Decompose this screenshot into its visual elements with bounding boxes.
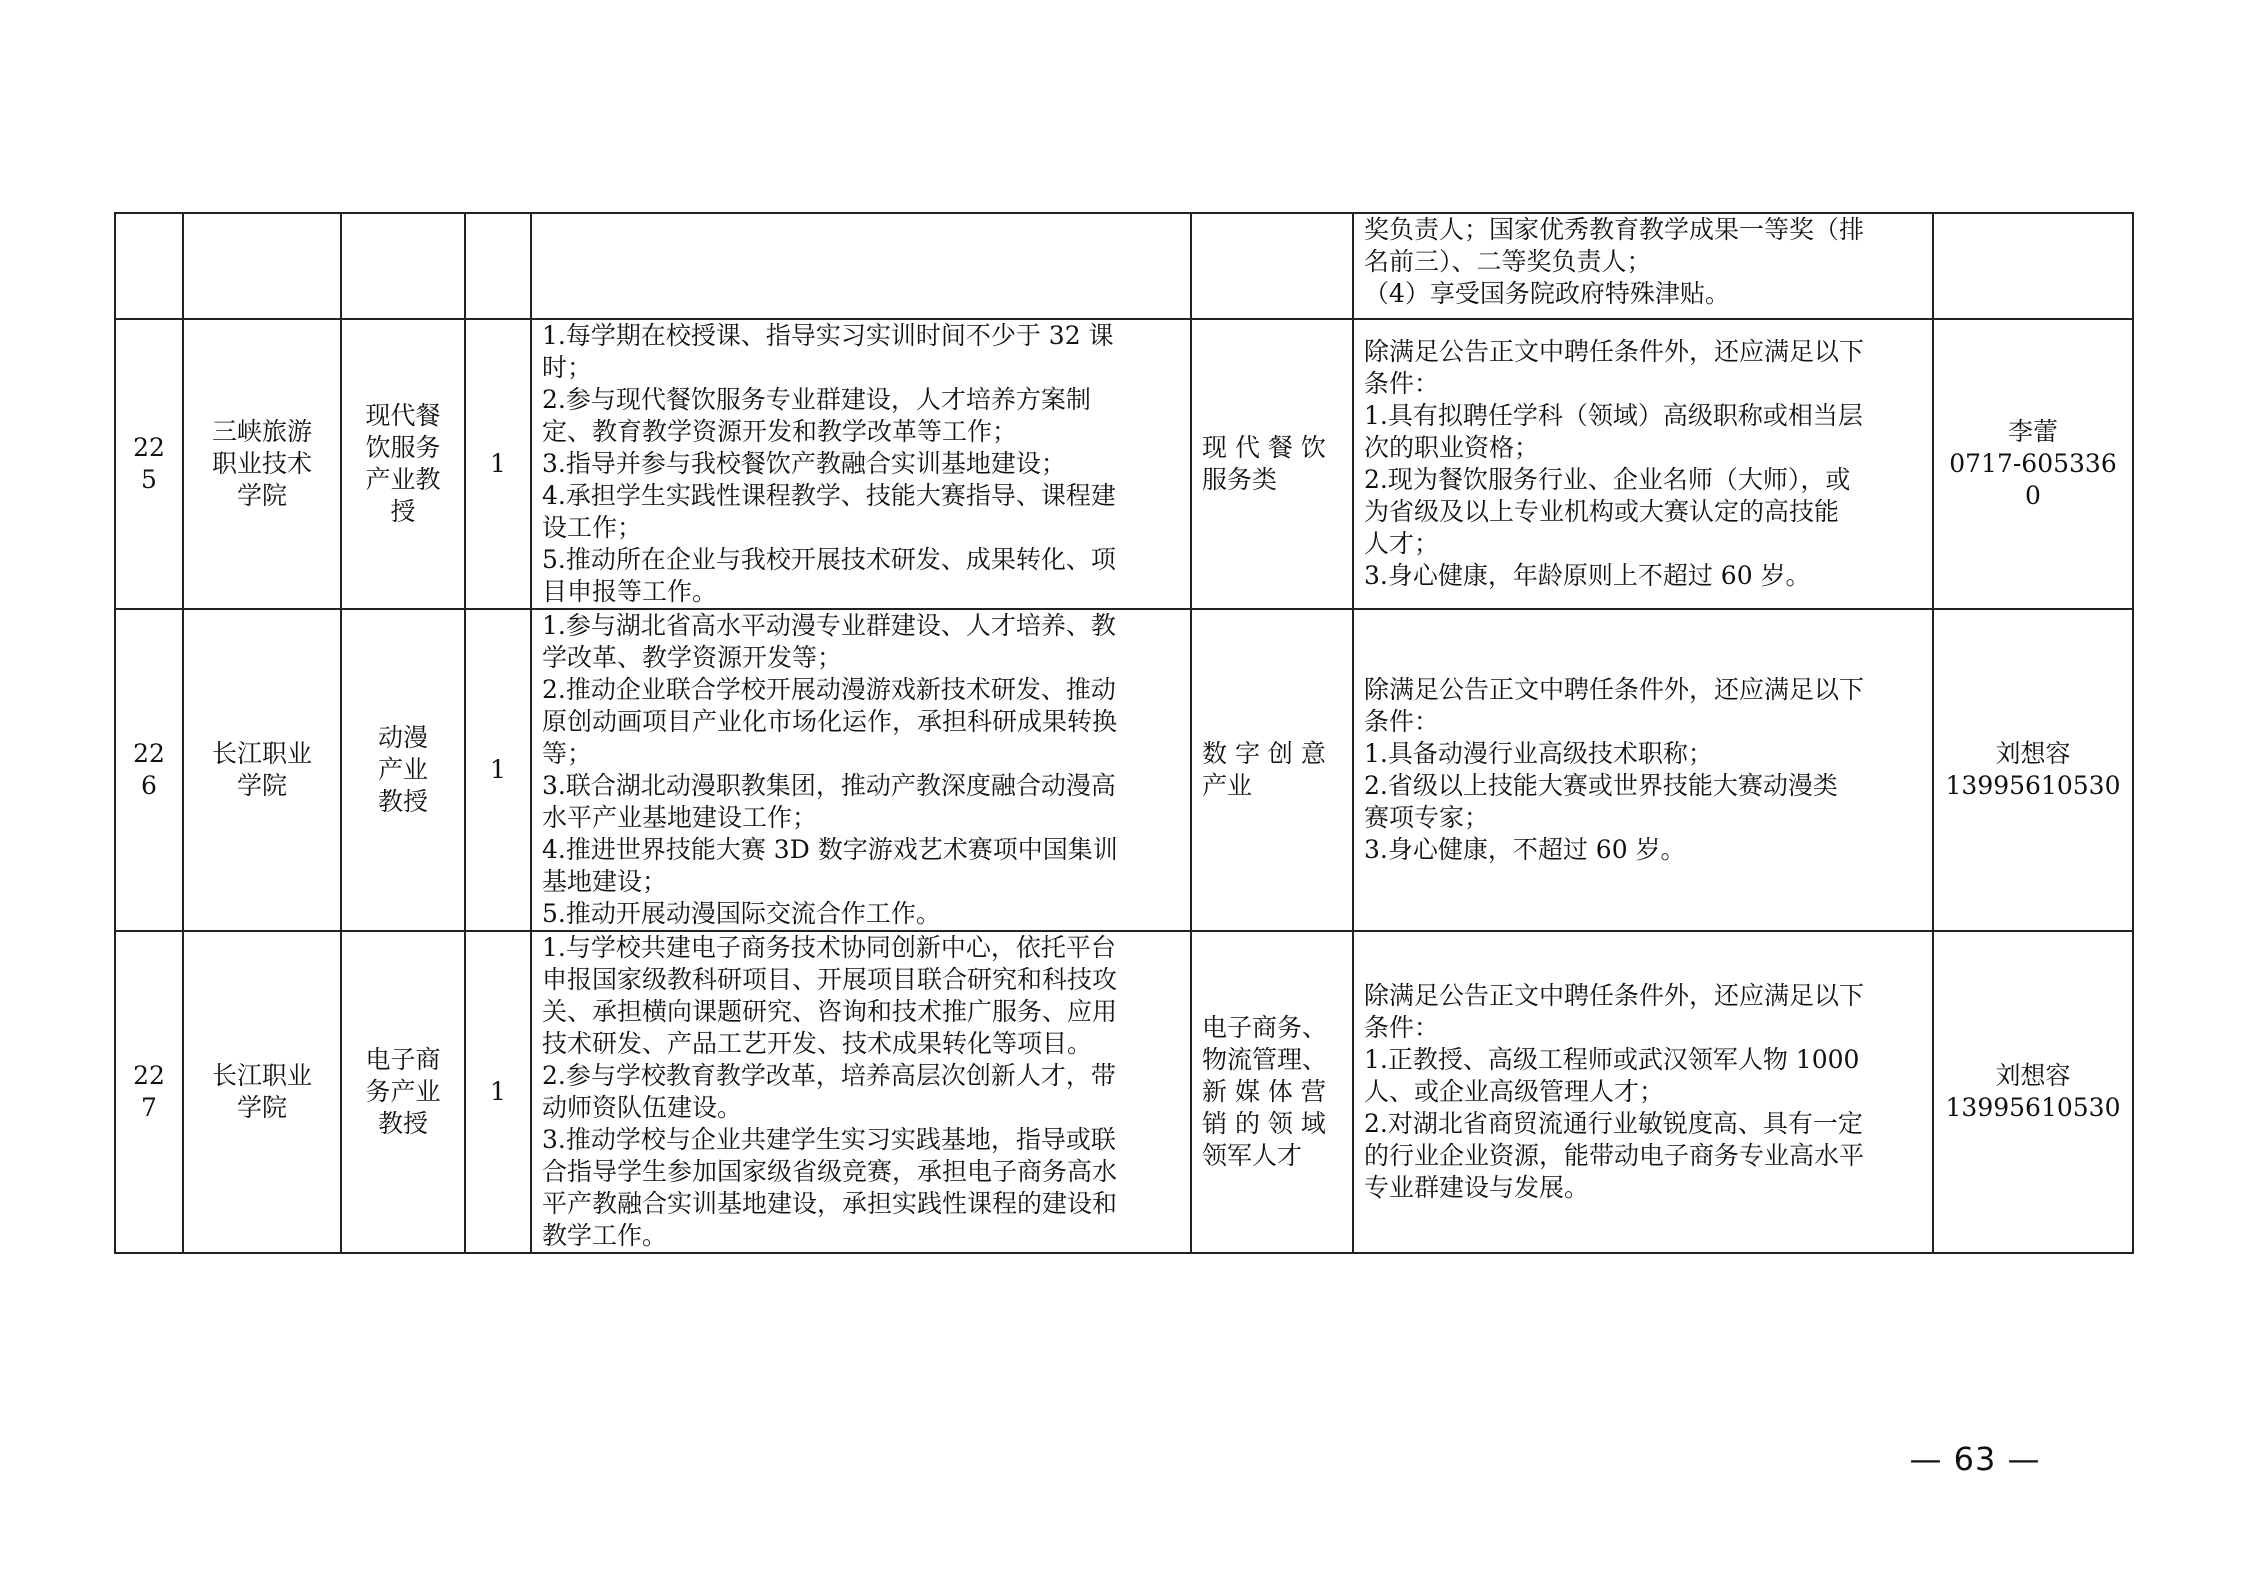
duty-line: 4.承担学生实践性课程教学、技能大赛指导、课程建 bbox=[542, 481, 1116, 510]
duty-line: 5.推动开展动漫国际交流合作工作。 bbox=[542, 899, 941, 928]
major-line: 物流管理、 bbox=[1202, 1045, 1328, 1074]
continuation-row bbox=[115, 213, 2133, 319]
duty-line: 动师资队伍建设。 bbox=[542, 1093, 743, 1122]
condition-line: 1.具有拟聘任学科（领域）高级职称或相当层 bbox=[1364, 401, 1863, 430]
post-line: 务产业 bbox=[365, 1077, 441, 1106]
cell-major bbox=[1191, 931, 1353, 1253]
cell-major bbox=[1191, 609, 1353, 931]
cell-conditions bbox=[1353, 213, 1933, 319]
duty-line: 4.推进世界技能大赛 3D 数字游戏艺术赛项中国集训 bbox=[542, 835, 1118, 864]
duty-line: 学改革、教学资源开发等； bbox=[542, 643, 843, 672]
condition-line: 2.省级以上技能大赛或世界技能大赛动漫类 bbox=[1364, 771, 1838, 800]
position-count: 1 bbox=[490, 449, 506, 478]
duty-line: 基地建设； bbox=[542, 867, 668, 896]
condition-line: 奖负责人；国家优秀教育教学成果一等奖（排 bbox=[1364, 215, 1865, 244]
condition-line: 为省级及以上专业机构或大赛认定的高技能 bbox=[1364, 497, 1840, 526]
cell-count bbox=[465, 213, 531, 319]
condition-line: 条件： bbox=[1364, 369, 1440, 398]
duty-line: 1.每学期在校授课、指导实习实训时间不少于 32 课 bbox=[542, 321, 1114, 350]
post-line: 动漫 bbox=[377, 723, 428, 752]
duty-line: 时； bbox=[542, 353, 593, 382]
cell-post bbox=[341, 319, 465, 609]
contact-line: 刘想容 bbox=[1995, 739, 2071, 768]
cell-no bbox=[115, 931, 183, 1253]
condition-line: 1.正教授、高级工程师或武汉领军人物 1000 bbox=[1364, 1045, 1860, 1074]
duty-line: 定、教育教学资源开发和教学改革等工作； bbox=[542, 417, 1018, 446]
contact-line: 0717-6053360 bbox=[1949, 449, 2117, 510]
condition-line: 名前三）、二等奖负责人； bbox=[1364, 247, 1652, 276]
cell-conditions bbox=[1353, 319, 1933, 609]
cell-contact bbox=[1933, 213, 2133, 319]
contact-line: 李蕾 bbox=[2007, 417, 2058, 446]
post-line: 教授 bbox=[377, 787, 428, 816]
duty-line: 合指导学生参加国家级省级竞赛，承担电子商务高水 bbox=[542, 1157, 1118, 1186]
major-line: 领军人才 bbox=[1202, 1141, 1303, 1170]
post-line: 饮服务 bbox=[365, 433, 441, 462]
cell-unit bbox=[183, 213, 341, 319]
condition-line: 条件： bbox=[1364, 1013, 1440, 1042]
post-line: 电子商 bbox=[365, 1045, 441, 1074]
condition-line: 的行业企业资源，能带动电子商务专业高水平 bbox=[1364, 1141, 1865, 1170]
duty-line: 2.参与现代餐饮服务专业群建设，人才培养方案制 bbox=[542, 385, 1091, 414]
cell-major bbox=[1191, 319, 1353, 609]
cell-contact bbox=[1933, 319, 2133, 609]
duty-line: 1.参与湖北省高水平动漫专业群建设、人才培养、教 bbox=[542, 611, 1116, 640]
duty-line: 3.指导并参与我校餐饮产教融合实训基地建设； bbox=[542, 449, 1066, 478]
cell-major bbox=[1191, 213, 1353, 319]
post-line: 教授 bbox=[377, 1109, 428, 1138]
condition-line: 人、或企业高级管理人才； bbox=[1364, 1077, 1665, 1106]
duty-line: 2.推动企业联合学校开展动漫游戏新技术研发、推动 bbox=[542, 675, 1116, 704]
duty-line: 水平产业基地建设工作； bbox=[542, 803, 818, 832]
major-line: 服务类 bbox=[1202, 465, 1278, 494]
duty-line: 等； bbox=[542, 739, 593, 768]
condition-line: 除满足公告正文中聘任条件外，还应满足以下 bbox=[1364, 337, 1865, 366]
cell-post bbox=[341, 213, 465, 319]
cell-unit bbox=[183, 319, 341, 609]
condition-line: 专业群建设与发展。 bbox=[1364, 1173, 1590, 1202]
condition-line: 人才； bbox=[1364, 529, 1440, 558]
unit-line: 三峡旅游 bbox=[211, 417, 312, 446]
cell-duties bbox=[531, 319, 1191, 609]
duty-line: 设工作； bbox=[542, 513, 643, 542]
unit-line: 学院 bbox=[236, 1093, 287, 1122]
duty-line: 原创动画项目产业化市场化运作，承担科研成果转换 bbox=[542, 707, 1118, 736]
condition-line: 3.身心健康，年龄原则上不超过 60 岁。 bbox=[1364, 561, 1811, 590]
post-line: 产业教 bbox=[365, 465, 441, 494]
duty-line: 申报国家级教科研项目、开展项目联合研究和科技攻 bbox=[542, 965, 1118, 994]
cell-conditions bbox=[1353, 609, 1933, 931]
duty-line: 1.与学校共建电子商务技术协同创新中心，依托平台 bbox=[542, 933, 1116, 962]
cell-unit bbox=[183, 609, 341, 931]
condition-line: 1.具备动漫行业高级技术职称； bbox=[1364, 739, 1713, 768]
major-line: 电子商务、 bbox=[1202, 1013, 1328, 1042]
cell-no bbox=[115, 319, 183, 609]
condition-line: 2.现为餐饮服务行业、企业名师（大师），或 bbox=[1364, 465, 1851, 494]
cell-duties bbox=[531, 931, 1191, 1253]
condition-line: 条件： bbox=[1364, 707, 1440, 736]
unit-line: 长江职业 bbox=[211, 1061, 312, 1090]
duty-line: 3.联合湖北动漫职教集团，推动产教深度融合动漫高 bbox=[542, 771, 1116, 800]
row-number: 226 bbox=[133, 739, 165, 800]
cell-count bbox=[465, 319, 531, 609]
cell-contact bbox=[1933, 931, 2133, 1253]
major-line: 现 代 餐 饮 bbox=[1202, 433, 1326, 462]
post-line: 授 bbox=[390, 497, 416, 526]
table-row bbox=[115, 609, 2133, 931]
duty-line: 关、承担横向课题研究、咨询和技术推广服务、应用 bbox=[542, 997, 1118, 1026]
condition-line: 除满足公告正文中聘任条件外，还应满足以下 bbox=[1364, 981, 1865, 1010]
table-row bbox=[115, 931, 2133, 1253]
cell-count bbox=[465, 931, 531, 1253]
duty-line: 技术研发、产品工艺开发、技术成果转化等项目。 bbox=[542, 1029, 1093, 1058]
condition-line: 除满足公告正文中聘任条件外，还应满足以下 bbox=[1364, 675, 1865, 704]
row-number: 227 bbox=[133, 1061, 165, 1122]
condition-line: 次的职业资格； bbox=[1364, 433, 1540, 462]
contact-line: 刘想容 bbox=[1995, 1061, 2071, 1090]
duty-line: 教学工作。 bbox=[542, 1221, 668, 1250]
condition-line: 2.对湖北省商贸流通行业敏锐度高、具有一定 bbox=[1364, 1109, 1863, 1138]
condition-line: 3.身心健康，不超过 60 岁。 bbox=[1364, 835, 1686, 864]
position-count: 1 bbox=[490, 1077, 506, 1106]
major-line: 产业 bbox=[1202, 771, 1253, 800]
condition-line: 赛项专家； bbox=[1364, 803, 1490, 832]
table-row bbox=[115, 319, 2133, 609]
post-line: 现代餐 bbox=[365, 401, 441, 430]
cell-count bbox=[465, 609, 531, 931]
page-number: — 63 — bbox=[1909, 1440, 2041, 1478]
duty-line: 3.推动学校与企业共建学生实习实践基地，指导或联 bbox=[542, 1125, 1116, 1154]
position-count: 1 bbox=[490, 755, 506, 784]
unit-line: 学院 bbox=[236, 481, 287, 510]
cell-contact bbox=[1933, 609, 2133, 931]
positions-table bbox=[114, 212, 2134, 1254]
major-line: 新 媒 体 营 bbox=[1202, 1077, 1326, 1106]
unit-line: 职业技术 bbox=[211, 449, 312, 478]
post-line: 产业 bbox=[377, 755, 428, 784]
condition-line: （4）享受国务院政府特殊津贴。 bbox=[1364, 279, 1730, 308]
cell-no bbox=[115, 213, 183, 319]
cell-duties bbox=[531, 609, 1191, 931]
contact-line: 13995610530 bbox=[1945, 771, 2121, 800]
cell-post bbox=[341, 609, 465, 931]
major-line: 数 字 创 意 bbox=[1202, 739, 1326, 768]
duty-line: 目申报等工作。 bbox=[542, 577, 718, 606]
duty-line: 5.推动所在企业与我校开展技术研发、成果转化、项 bbox=[542, 545, 1116, 574]
unit-line: 学院 bbox=[236, 771, 287, 800]
major-line: 销 的 领 域 bbox=[1202, 1109, 1326, 1138]
contact-line: 13995610530 bbox=[1945, 1093, 2121, 1122]
cell-duties bbox=[531, 213, 1191, 319]
cell-post bbox=[341, 931, 465, 1253]
duty-line: 2.参与学校教育教学改革，培养高层次创新人才，带 bbox=[542, 1061, 1116, 1090]
cell-no bbox=[115, 609, 183, 931]
cell-conditions bbox=[1353, 931, 1933, 1253]
cell-unit bbox=[183, 931, 341, 1253]
row-number: 225 bbox=[133, 433, 165, 494]
duty-line: 平产教融合实训基地建设，承担实践性课程的建设和 bbox=[542, 1189, 1118, 1218]
unit-line: 长江职业 bbox=[211, 739, 312, 768]
